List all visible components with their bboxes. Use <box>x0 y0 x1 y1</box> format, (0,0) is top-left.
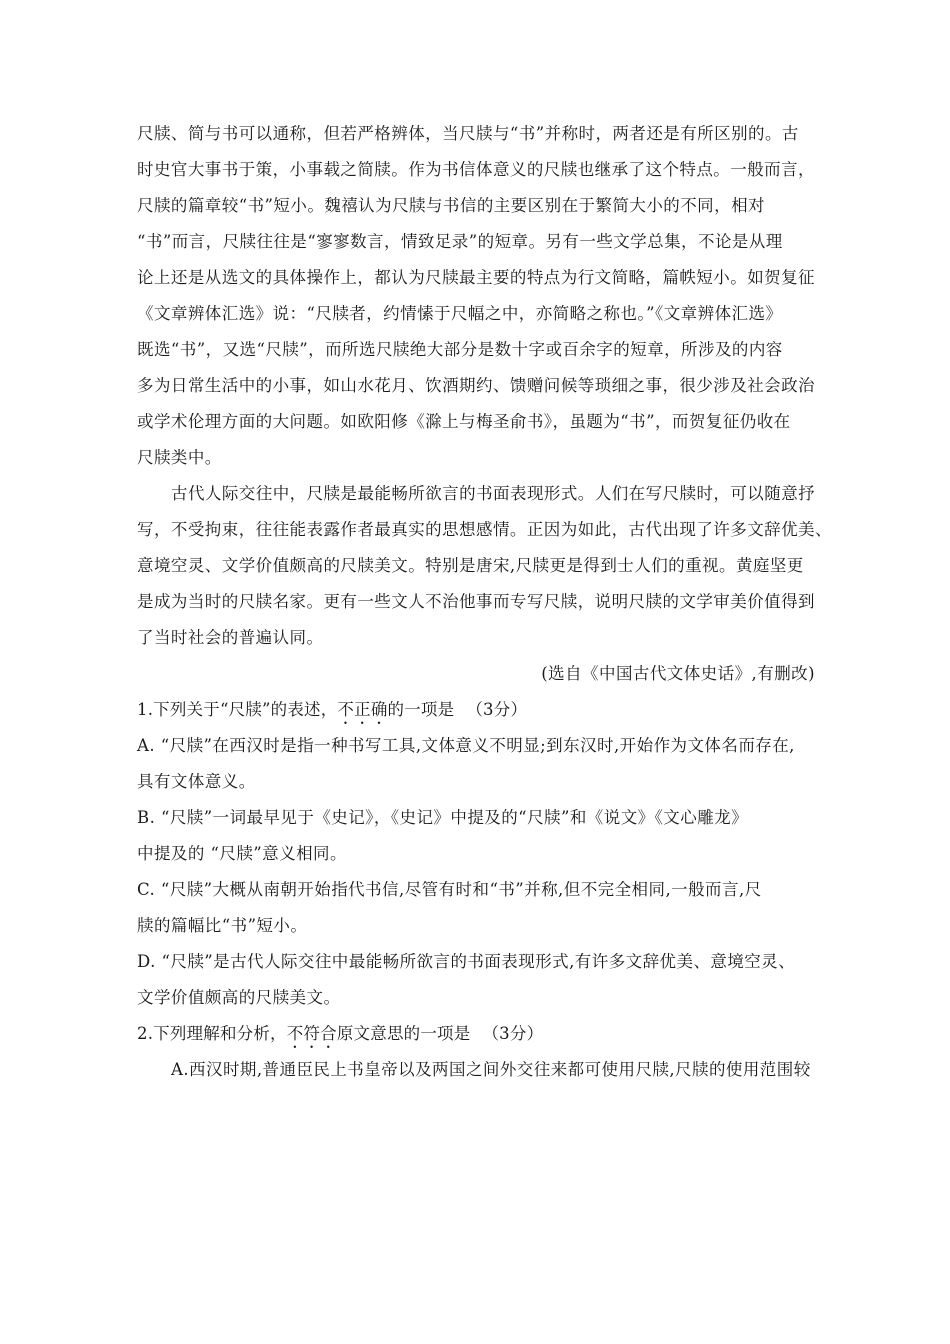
text-line: 是成为当时的尺牍名家。更有一些文人不治他事而专写尺牍，说明尺牍的文学审美价值得到 <box>137 592 815 611</box>
stem-text: 的一项是 <box>387 700 455 719</box>
stem-text: 2.下列理解和分析， <box>137 1024 287 1043</box>
stem-text: 原文意思的一项是 <box>336 1024 471 1043</box>
question-stem <box>137 1016 817 1052</box>
option-a: A.西汉时期,普通臣民上书皇帝以及两国之间外交往来都可使用尺牍,尺牍的使用范围较 <box>171 1060 811 1079</box>
question-1 <box>137 692 817 1016</box>
emphasized-text: 不正确 <box>337 700 388 719</box>
option-a-cont: 具有文体意义。 <box>137 772 256 791</box>
option-b-cont: 中提及的 “尺牍”意义相同。 <box>137 844 347 863</box>
text-line: 写，不受拘束，往往能表露作者最真实的思想感情。正因为如此，古代出现了许多文辞优美、 <box>137 520 832 539</box>
option-a: A. “尺牍”在西汉时是指一种书写工具,文体意义不明显;到东汉时,开始作为文体名而存在, <box>137 736 795 755</box>
score-label: （3分） <box>482 1024 544 1043</box>
question-stem <box>137 692 817 728</box>
question-2 <box>137 1016 817 1088</box>
emphasized-text: 不符合 <box>286 1024 337 1043</box>
text-line: 《文章辨体汇选》说：“尺牍者，约情愫于尺幅之中，亦简略之称也。”《文章辨体汇选》 <box>137 304 783 323</box>
option-d-cont: 文学价值颇高的尺牍美文。 <box>137 988 341 1007</box>
text-line: 尺牍的篇章较“书”短小。魏禧认为尺牍与书信的主要区别在于繁简大小的不同，相对 <box>137 196 765 215</box>
text-line: 既选“书”，又选“尺牍”，而所选尺牍绝大部分是数十字或百余字的短章，所涉及的内容 <box>137 340 783 359</box>
option-d: D. “尺牍”是古代人际交往中最能畅所欲言的书面表现形式,有许多文辞优美、意境空灵、 <box>137 952 796 971</box>
text-line: 时史官大事书于策，小事载之简牍。作为书信体意义的尺牍也继承了这个特点。一般而言， <box>137 160 815 179</box>
text-line: 论上还是从选文的具体操作上，都认为尺牍最主要的特点为行文简略，篇帙短小。如贺复征 <box>137 268 815 287</box>
score-label: （3分） <box>466 700 528 719</box>
source-citation: (选自《中国古代文体史话》,有删改) <box>541 664 815 683</box>
document-page <box>137 116 832 1088</box>
option-b: B. “尺牍”一词最早见于《史记》，《史记》中提及的“尺牍”和《说文》《文心雕龙》 <box>137 808 749 827</box>
passage-paragraph-1 <box>137 116 817 476</box>
option-c: C. “尺牍”大概从南朝开始指代书信,尽管有时和“书”并称,但不完全相同,一般而言,尺 <box>137 880 762 899</box>
text-line: 尺牍类中。 <box>137 448 222 467</box>
option-c-cont: 牍的篇幅比“书”短小。 <box>137 916 308 935</box>
text-line: 或学术伦理方面的大问题。如欧阳修《滁上与梅圣俞书》，虽题为“书”，而贺复征仍收在 <box>137 412 791 431</box>
passage-paragraph-2 <box>137 476 832 656</box>
stem-text: 1.下列关于“尺牍”的表述， <box>137 700 338 719</box>
text-line: 了当时社会的普遍认同。 <box>137 628 324 647</box>
text-line: 尺牍、简与书可以通称，但若严格辨体，当尺牍与“书”并称时，两者还是有所区别的。古 <box>137 124 799 143</box>
text-line: 意境空灵、文学价值颇高的尺牍美文。特别是唐宋,尺牍更是得到士人们的重视。黄庭坚更 <box>137 556 804 575</box>
text-line: 多为日常生活中的小事，如山水花月、饮酒期约、馈赠问候等琐细之事，很少涉及社会政治 <box>137 376 815 395</box>
text-line: 古代人际交往中，尺牍是最能畅所欲言的书面表现形式。人们在写尺牍时，可以随意抒 <box>171 484 816 503</box>
text-line: “书”而言，尺牍往往是“寥寥数言，情致足录”的短章。另有一些文学总集，不论是从理 <box>137 232 783 251</box>
